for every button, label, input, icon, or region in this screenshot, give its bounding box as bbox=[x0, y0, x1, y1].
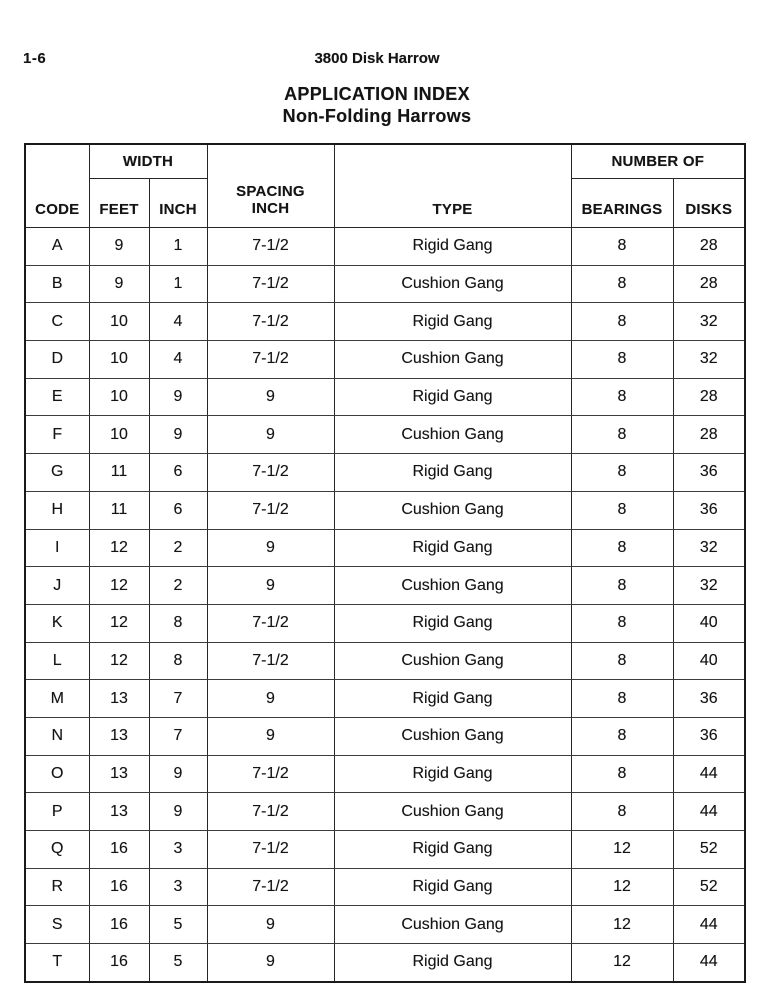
cell-width-feet: 11 bbox=[89, 491, 149, 529]
table-row bbox=[25, 303, 745, 341]
cell-width-inch: 6 bbox=[149, 454, 207, 492]
cell-spacing-inch: 9 bbox=[207, 378, 334, 416]
cell-width-inch: 4 bbox=[149, 303, 207, 341]
cell-bearings: 8 bbox=[571, 793, 673, 831]
cell-width-inch: 4 bbox=[149, 341, 207, 379]
cell-spacing-inch: 7-1/2 bbox=[207, 831, 334, 869]
cell-code: I bbox=[25, 529, 89, 567]
cell-width-inch: 5 bbox=[149, 944, 207, 982]
cell-width-feet: 16 bbox=[89, 868, 149, 906]
table-row bbox=[25, 868, 745, 906]
cell-width-inch: 9 bbox=[149, 755, 207, 793]
cell-bearings: 12 bbox=[571, 906, 673, 944]
cell-spacing-inch: 7-1/2 bbox=[207, 303, 334, 341]
table-row bbox=[25, 793, 745, 831]
cell-type: Rigid Gang bbox=[334, 303, 571, 341]
cell-bearings: 8 bbox=[571, 680, 673, 718]
table-row bbox=[25, 831, 745, 869]
page-number: 1-6 bbox=[23, 50, 47, 67]
cell-code: A bbox=[25, 228, 89, 266]
cell-spacing-inch: 9 bbox=[207, 567, 334, 605]
table-row bbox=[25, 604, 745, 642]
cell-width-inch: 7 bbox=[149, 680, 207, 718]
cell-disks: 44 bbox=[673, 906, 745, 944]
cell-bearings: 8 bbox=[571, 642, 673, 680]
cell-bearings: 8 bbox=[571, 265, 673, 303]
cell-width-feet: 13 bbox=[89, 680, 149, 718]
cell-bearings: 8 bbox=[571, 567, 673, 605]
cell-spacing-inch: 7-1/2 bbox=[207, 793, 334, 831]
cell-width-feet: 16 bbox=[89, 831, 149, 869]
header-inch: INCH bbox=[149, 179, 207, 228]
cell-code: T bbox=[25, 944, 89, 982]
cell-bearings: 8 bbox=[571, 604, 673, 642]
cell-width-inch: 9 bbox=[149, 793, 207, 831]
cell-spacing-inch: 7-1/2 bbox=[207, 265, 334, 303]
cell-width-feet: 10 bbox=[89, 378, 149, 416]
cell-code: P bbox=[25, 793, 89, 831]
cell-bearings: 12 bbox=[571, 831, 673, 869]
cell-type: Rigid Gang bbox=[334, 755, 571, 793]
table-row bbox=[25, 717, 745, 755]
table-header bbox=[25, 144, 745, 228]
cell-type: Cushion Gang bbox=[334, 341, 571, 379]
cell-code: Q bbox=[25, 831, 89, 869]
cell-type: Rigid Gang bbox=[334, 944, 571, 982]
cell-bearings: 8 bbox=[571, 755, 673, 793]
cell-bearings: 12 bbox=[571, 944, 673, 982]
cell-disks: 32 bbox=[673, 529, 745, 567]
cell-disks: 52 bbox=[673, 868, 745, 906]
table-row bbox=[25, 491, 745, 529]
cell-type: Rigid Gang bbox=[334, 868, 571, 906]
table-row bbox=[25, 529, 745, 567]
header-code: CODE bbox=[25, 144, 89, 228]
cell-code: S bbox=[25, 906, 89, 944]
cell-spacing-inch: 7-1/2 bbox=[207, 604, 334, 642]
cell-width-inch: 1 bbox=[149, 265, 207, 303]
cell-spacing-inch: 9 bbox=[207, 680, 334, 718]
header-spacing-inch bbox=[207, 144, 334, 228]
cell-width-inch: 1 bbox=[149, 228, 207, 266]
cell-disks: 32 bbox=[673, 341, 745, 379]
cell-width-inch: 5 bbox=[149, 906, 207, 944]
cell-spacing-inch: 7-1/2 bbox=[207, 491, 334, 529]
cell-width-feet: 11 bbox=[89, 454, 149, 492]
non-folding-harrows-subtitle: Non-Folding Harrows bbox=[282, 106, 472, 126]
cell-code: O bbox=[25, 755, 89, 793]
cell-type: Rigid Gang bbox=[334, 378, 571, 416]
cell-type: Cushion Gang bbox=[334, 567, 571, 605]
cell-width-inch: 2 bbox=[149, 529, 207, 567]
cell-spacing-inch: 9 bbox=[207, 906, 334, 944]
table-row bbox=[25, 755, 745, 793]
cell-disks: 28 bbox=[673, 378, 745, 416]
header-disks: DISKS bbox=[673, 179, 745, 228]
cell-code: R bbox=[25, 868, 89, 906]
table-row bbox=[25, 567, 745, 605]
table-row bbox=[25, 906, 745, 944]
cell-spacing-inch: 9 bbox=[207, 416, 334, 454]
cell-bearings: 8 bbox=[571, 529, 673, 567]
cell-width-feet: 10 bbox=[89, 341, 149, 379]
cell-type: Rigid Gang bbox=[334, 831, 571, 869]
document-title: 3800 Disk Harrow bbox=[314, 50, 440, 67]
cell-disks: 28 bbox=[673, 416, 745, 454]
cell-width-feet: 13 bbox=[89, 755, 149, 793]
cell-width-inch: 6 bbox=[149, 491, 207, 529]
cell-code: L bbox=[25, 642, 89, 680]
table-row bbox=[25, 378, 745, 416]
header-number-of-group: NUMBER OF bbox=[571, 144, 745, 179]
cell-type: Rigid Gang bbox=[334, 454, 571, 492]
cell-width-inch: 3 bbox=[149, 868, 207, 906]
cell-width-feet: 9 bbox=[89, 265, 149, 303]
cell-spacing-inch: 7-1/2 bbox=[207, 868, 334, 906]
cell-width-feet: 10 bbox=[89, 303, 149, 341]
cell-code: F bbox=[25, 416, 89, 454]
cell-width-feet: 12 bbox=[89, 529, 149, 567]
cell-bearings: 8 bbox=[571, 303, 673, 341]
cell-spacing-inch: 9 bbox=[207, 529, 334, 567]
cell-bearings: 8 bbox=[571, 341, 673, 379]
cell-spacing-inch: 7-1/2 bbox=[207, 341, 334, 379]
cell-spacing-inch: 9 bbox=[207, 717, 334, 755]
cell-spacing-inch: 7-1/2 bbox=[207, 642, 334, 680]
cell-code: N bbox=[25, 717, 89, 755]
header-bearings: BEARINGS bbox=[571, 179, 673, 228]
cell-code: K bbox=[25, 604, 89, 642]
cell-code: G bbox=[25, 454, 89, 492]
cell-spacing-inch: 7-1/2 bbox=[207, 228, 334, 266]
cell-code: M bbox=[25, 680, 89, 718]
cell-disks: 40 bbox=[673, 642, 745, 680]
header-type: TYPE bbox=[334, 144, 571, 228]
table-row bbox=[25, 341, 745, 379]
cell-disks: 36 bbox=[673, 717, 745, 755]
cell-width-feet: 13 bbox=[89, 717, 149, 755]
cell-disks: 40 bbox=[673, 604, 745, 642]
cell-spacing-inch: 7-1/2 bbox=[207, 755, 334, 793]
cell-width-inch: 9 bbox=[149, 378, 207, 416]
application-index-table bbox=[24, 143, 746, 983]
cell-spacing-inch: 7-1/2 bbox=[207, 454, 334, 492]
header-spacing-line2: INCH bbox=[251, 200, 290, 218]
cell-disks: 44 bbox=[673, 944, 745, 982]
table-row bbox=[25, 680, 745, 718]
cell-width-inch: 8 bbox=[149, 604, 207, 642]
cell-bearings: 8 bbox=[571, 378, 673, 416]
cell-disks: 44 bbox=[673, 793, 745, 831]
cell-type: Rigid Gang bbox=[334, 529, 571, 567]
application-index-title: APPLICATION INDEX bbox=[284, 84, 470, 104]
cell-width-feet: 12 bbox=[89, 642, 149, 680]
cell-width-inch: 2 bbox=[149, 567, 207, 605]
cell-code: B bbox=[25, 265, 89, 303]
cell-code: D bbox=[25, 341, 89, 379]
header-width-group: WIDTH bbox=[89, 144, 207, 179]
cell-code: H bbox=[25, 491, 89, 529]
cell-width-feet: 16 bbox=[89, 944, 149, 982]
cell-code: C bbox=[25, 303, 89, 341]
header-spacing-line1: SPACING bbox=[236, 183, 305, 201]
cell-bearings: 8 bbox=[571, 454, 673, 492]
table-row bbox=[25, 265, 745, 303]
cell-type: Cushion Gang bbox=[334, 793, 571, 831]
cell-bearings: 8 bbox=[571, 416, 673, 454]
cell-width-feet: 12 bbox=[89, 604, 149, 642]
cell-bearings: 12 bbox=[571, 868, 673, 906]
cell-disks: 28 bbox=[673, 228, 745, 266]
cell-width-feet: 9 bbox=[89, 228, 149, 266]
cell-type: Cushion Gang bbox=[334, 416, 571, 454]
cell-disks: 32 bbox=[673, 567, 745, 605]
cell-width-feet: 10 bbox=[89, 416, 149, 454]
cell-code: E bbox=[25, 378, 89, 416]
cell-disks: 36 bbox=[673, 491, 745, 529]
cell-width-inch: 3 bbox=[149, 831, 207, 869]
table-row bbox=[25, 228, 745, 266]
cell-disks: 28 bbox=[673, 265, 745, 303]
cell-width-feet: 12 bbox=[89, 567, 149, 605]
table-row bbox=[25, 416, 745, 454]
cell-disks: 44 bbox=[673, 755, 745, 793]
cell-type: Cushion Gang bbox=[334, 491, 571, 529]
cell-width-inch: 9 bbox=[149, 416, 207, 454]
cell-width-feet: 13 bbox=[89, 793, 149, 831]
cell-type: Rigid Gang bbox=[334, 604, 571, 642]
table-row bbox=[25, 454, 745, 492]
cell-spacing-inch: 9 bbox=[207, 944, 334, 982]
cell-type: Rigid Gang bbox=[334, 680, 571, 718]
cell-type: Cushion Gang bbox=[334, 265, 571, 303]
cell-type: Cushion Gang bbox=[334, 717, 571, 755]
cell-type: Rigid Gang bbox=[334, 228, 571, 266]
cell-bearings: 8 bbox=[571, 491, 673, 529]
cell-type: Cushion Gang bbox=[334, 642, 571, 680]
cell-disks: 36 bbox=[673, 680, 745, 718]
cell-code: J bbox=[25, 567, 89, 605]
table-row bbox=[25, 944, 745, 982]
cell-type: Cushion Gang bbox=[334, 906, 571, 944]
cell-bearings: 8 bbox=[571, 228, 673, 266]
cell-disks: 32 bbox=[673, 303, 745, 341]
header-feet: FEET bbox=[89, 179, 149, 228]
cell-bearings: 8 bbox=[571, 717, 673, 755]
cell-width-inch: 7 bbox=[149, 717, 207, 755]
table-body bbox=[25, 228, 745, 982]
cell-width-inch: 8 bbox=[149, 642, 207, 680]
cell-disks: 52 bbox=[673, 831, 745, 869]
cell-disks: 36 bbox=[673, 454, 745, 492]
table-row bbox=[25, 642, 745, 680]
cell-width-feet: 16 bbox=[89, 906, 149, 944]
